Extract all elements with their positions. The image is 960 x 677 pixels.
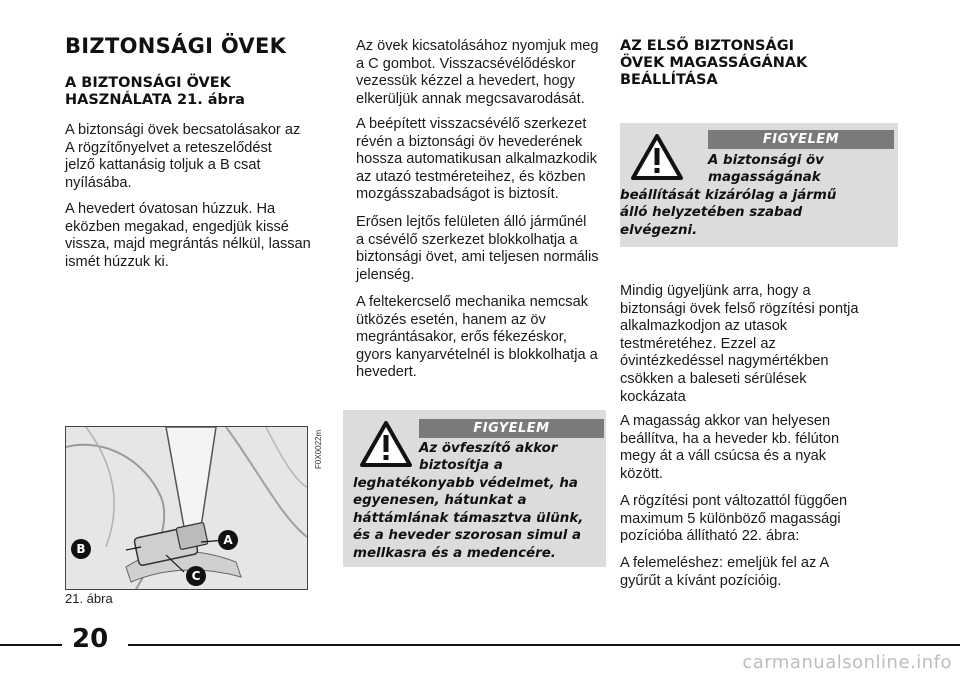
paragraph-raise: A felemeléshez: emeljük fel az A gyűrűt a kívánt pozícióig. [620,555,830,589]
page-title: BIZTONSÁGI ÖVEK [65,34,287,58]
figure-label-b: B [71,539,91,559]
paragraph-correct-height: A magasság akkor van helyesen beállítva, ha a heveder kb. félúton megy át a váll csúcsa és a nyak között. [620,413,840,482]
footer-rule-right [128,644,960,646]
watermark-text: carmanualsonline.info [742,652,952,673]
warning-triangle-icon [630,133,684,181]
warning-text-bottom: leghatékonyabb védelmet, ha egyenesen, hátunkat a háttámlának támasztva ülünk, és a heveder szorosan simul a mellkasra és a medencére. [353,476,584,561]
page-number: 20 [72,624,109,654]
figure-caption: 21. ábra [65,591,113,606]
warning-text-top: A biztonsági öv magasságának [708,153,824,186]
paragraph-retractor: A beépített visszacsévélő szerkezet révén a biztonsági öv hevederének hossza automatikusan alkalmazkodik az utazó testméreteihez, és közben mozgásszabadságot is biztosít. [356,116,597,203]
paragraph-slope: Erősen lejtős felületen álló járműnél a csévélő szerkezet blokkolhatja a biztonsági övet, ami teljesen normális jelenség. [356,214,599,283]
section-heading-usage: A BIZTONSÁGI ÖVEK HASZNÁLATA 21. ábra [65,75,245,108]
paragraph-pull-belt: A hevedert óvatosan húzzuk. Ha eközben megakad, engedjük kissé vissza, majd megrántás nélkül, lassan ismét húzzuk ki. [65,201,311,270]
figure-code: F0X0022m [314,430,323,470]
footer-rule-left [0,644,62,646]
warning-text-top: Az övfeszítő akkor biztosítja a [419,441,558,474]
paragraph-unbuckling: Az övek kicsatolásához nyomjuk meg a C gombot. Visszacsévélődéskor vezessük kézzel a hevedert, hogy elkerüljük annak megcsavarodását. [356,38,599,107]
section-heading-height-adjustment: AZ ELSŐ BIZTONSÁGI ÖVEK MAGASSÁGÁNAK BEÁLLÍTÁSA [620,38,808,88]
seatbelt-buckle-drawing [66,427,307,589]
warning-text-bottom: beállítását kizárólag a jármű álló helyzetében szabad elvégezni. [620,188,837,238]
paragraph-locking: A feltekercselő mechanika nemcsak ütközés esetén, hanem az öv megrántásakor, erős fékezéskor, gyors kanyarvételnél is blokkolhatja a hevedert. [356,294,598,381]
figure-21-seatbelt-illustration [65,426,308,590]
paragraph-positions: A rögzítési pont változattól függően maximum 5 különböző magassági pozícióba állítható 22. ábra: [620,493,848,545]
warning-box-pretensioner [343,410,606,567]
warning-label: FIGYELEM [419,419,604,438]
paragraph-buckling: A biztonsági övek becsatolásakor az A rögzítőnyelvet a reteszelődést jelző kattanásig toljuk a B csat nyílásába. [65,122,301,191]
warning-triangle-icon [359,420,413,468]
figure-label-a: A [218,530,238,550]
figure-label-c: C [186,566,206,586]
warning-label: FIGYELEM [708,130,894,149]
paragraph-upper-anchor: Mindig ügyeljünk arra, hogy a biztonsági övek felső rögzítési pontja alkalmazkodjon az utasok testméretéhez. Ezzel az óvintézkedéssel nagymértékben csökken a baleseti sérülések kockázata [620,283,859,405]
warning-box-height-adjustment [620,123,898,247]
